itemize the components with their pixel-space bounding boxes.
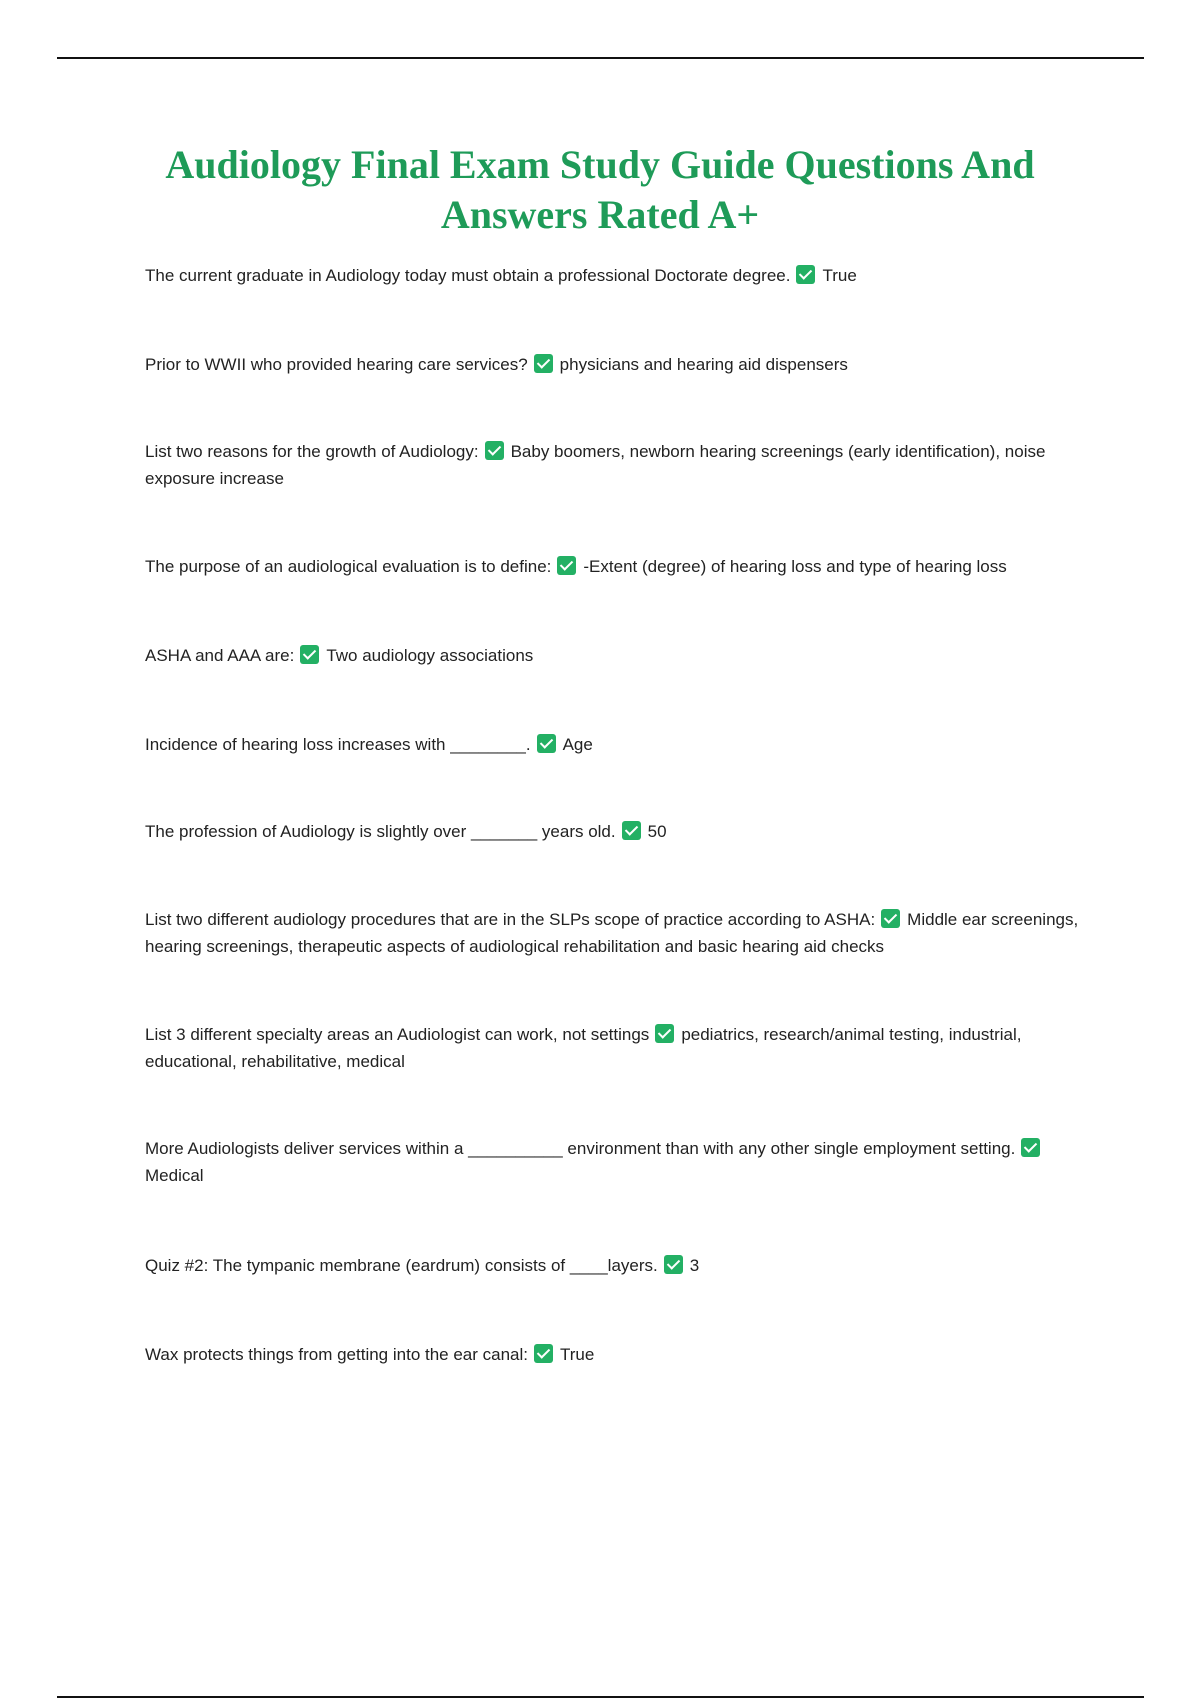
answer-text: pediatrics, research/animal testing, industrial, educational, rehabilitative, medical [145, 1025, 1022, 1071]
qa-item [145, 731, 1090, 758]
check-icon [557, 556, 576, 575]
question-text: List 3 different specialty areas an Audiologist can work, not settings [145, 1025, 650, 1044]
question-text: The purpose of an audiological evaluation is to define: [145, 557, 552, 576]
answer-text: Middle ear screenings, hearing screenings, therapeutic aspects of audiological rehabilitation and basic hearing aid checks [145, 910, 1079, 956]
qa-item [145, 1135, 1090, 1189]
document-title: Audiology Final Exam Study Guide Questions And Answers Rated A+ [165, 142, 1035, 237]
check-icon [534, 1344, 553, 1363]
qa-item [145, 438, 1090, 492]
question-text: Prior to WWII who provided hearing care services? [145, 355, 528, 374]
answer-text: 50 [647, 822, 667, 841]
qa-item [145, 1341, 1090, 1368]
qa-item [145, 351, 1090, 378]
question-text: The profession of Audiology is slightly over _______ years old. [145, 822, 616, 841]
qa-item [145, 642, 1090, 669]
answer-text: Baby boomers, newborn hearing screenings (early identification), noise exposure increase [145, 442, 1046, 488]
check-icon [300, 645, 319, 664]
qa-item [145, 818, 1090, 845]
answer-text: -Extent (degree) of hearing loss and type of hearing loss [583, 557, 1007, 576]
answer-text: True [560, 1345, 595, 1364]
qa-item [145, 553, 1090, 580]
answer-text: Medical [145, 1166, 204, 1185]
check-icon [534, 354, 553, 373]
question-text: List two reasons for the growth of Audiology: [145, 442, 479, 461]
check-icon [796, 265, 815, 284]
question-text: More Audiologists deliver services within a __________ environment than with any other single employment setting. [145, 1139, 1016, 1158]
qa-item [145, 262, 1090, 289]
check-icon [655, 1024, 674, 1043]
header-rule [57, 57, 1144, 59]
check-icon [537, 734, 556, 753]
footer-rule [57, 1696, 1144, 1698]
check-icon [881, 909, 900, 928]
question-text: ASHA and AAA are: [145, 646, 295, 665]
question-text: Incidence of hearing loss increases with ________. [145, 735, 531, 754]
answer-text: Age [562, 735, 593, 754]
question-text: List two different audiology procedures that are in the SLPs scope of practice according to ASHA: [145, 910, 876, 929]
question-text: Wax protects things from getting into the ear canal: [145, 1345, 529, 1364]
answer-text: 3 [689, 1256, 700, 1275]
check-icon [485, 441, 504, 460]
check-icon [622, 821, 641, 840]
question-text: The current graduate in Audiology today must obtain a professional Doctorate degree. [145, 266, 791, 285]
qa-item [145, 1021, 1090, 1075]
check-icon [664, 1255, 683, 1274]
answer-text: physicians and hearing aid dispensers [559, 355, 848, 374]
answer-text: True [822, 266, 857, 285]
qa-item [145, 1252, 1090, 1279]
answer-text: Two audiology associations [326, 646, 534, 665]
qa-item [145, 906, 1090, 960]
check-icon [1021, 1138, 1040, 1157]
question-text: Quiz #2: The tympanic membrane (eardrum) consists of ____layers. [145, 1256, 658, 1275]
